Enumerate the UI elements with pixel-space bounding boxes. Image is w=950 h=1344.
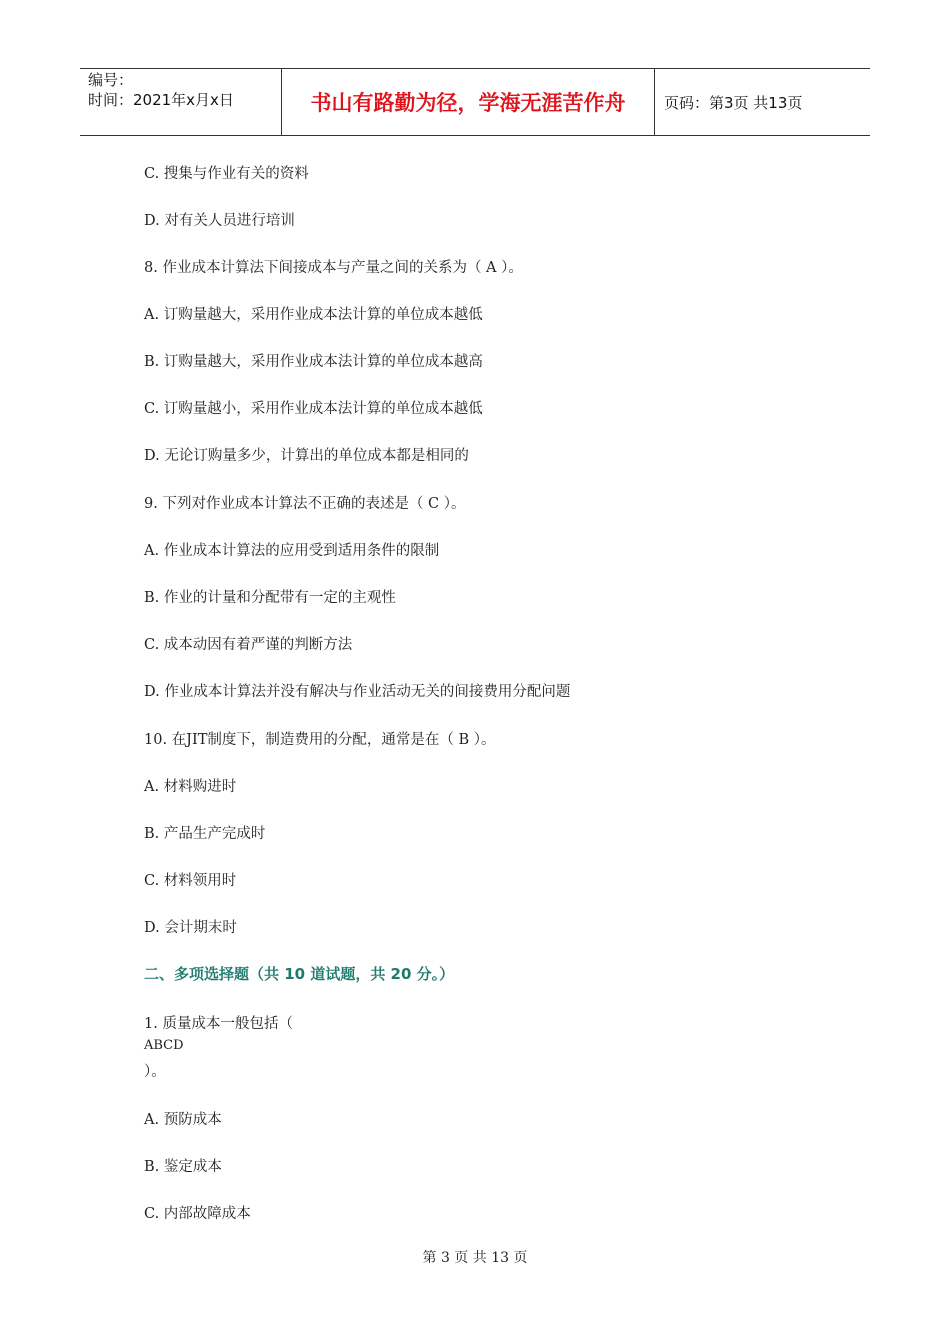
question-1-answer: ABCD (144, 1038, 184, 1053)
option-b: B. 订购量越大，采用作业成本法计算的单位成本越高 (144, 354, 483, 370)
question-9: 9. 下列对作业成本计算法不正确的表述是（ C ）。 (144, 496, 466, 512)
header-motto: 书山有路勤为径，学海无涯苦作舟 (310, 90, 626, 115)
option-a: A. 订购量越大，采用作业成本法计算的单位成本越低 (144, 307, 483, 323)
option-a: A. 预防成本 (144, 1112, 222, 1128)
question-8: 8. 作业成本计算法下间接成本与产量之间的关系为（ A ）。 (144, 260, 523, 276)
option-d: D. 无论订购量多少，计算出的单位成本都是相同的 (144, 448, 469, 464)
question-1-close: ）。 (144, 1064, 166, 1080)
option-d: D. 作业成本计算法并没有解决与作业活动无关的间接费用分配问题 (144, 684, 571, 700)
option-b: B. 作业的计量和分配带有一定的主观性 (144, 590, 396, 606)
option-c: C. 订购量越小，采用作业成本法计算的单位成本越低 (144, 401, 483, 417)
option-c: C. 搜集与作业有关的资料 (144, 166, 309, 182)
question-10: 10. 在JIT制度下，制造费用的分配，通常是在（ B ）。 (144, 732, 496, 748)
option-b: B. 产品生产完成时 (144, 826, 266, 842)
section-title: 二、多项选择题（共 10 道试题，共 20 分。） (144, 965, 455, 983)
option-d: D. 会计期末时 (144, 920, 237, 936)
header-page-info: 页码：第3页 共13页 (664, 94, 803, 112)
option-b: B. 鉴定成本 (144, 1159, 222, 1175)
time-label: 时间：2021年x月x日 (88, 91, 234, 109)
header-bottom-rule (80, 135, 870, 136)
code-label: 编号： (88, 71, 134, 89)
question-1-stem: 1. 质量成本一般包括（ (144, 1016, 293, 1032)
option-c: C. 材料领用时 (144, 873, 237, 889)
header-info (88, 70, 278, 110)
option-c: C. 成本动因有着严谨的判断方法 (144, 637, 353, 653)
option-a: A. 作业成本计算法的应用受到适用条件的限制 (144, 543, 440, 559)
page-footer: 第 3 页 共 13 页 (422, 1250, 528, 1266)
option-a: A. 材料购进时 (144, 779, 237, 795)
option-d: D. 对有关人员进行培训 (144, 213, 295, 229)
option-c: C. 内部故障成本 (144, 1206, 251, 1222)
header-divider-right (654, 68, 655, 135)
